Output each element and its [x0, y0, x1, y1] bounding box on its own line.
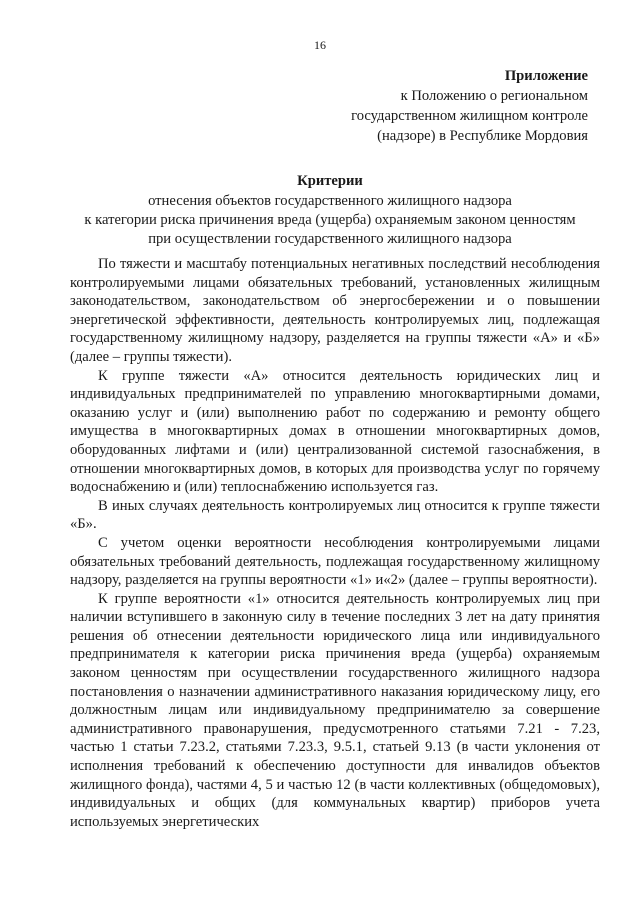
criteria-title: Критерии [297, 173, 363, 189]
paragraph-probability-group-1: К группе вероятности «1» относится деятельность контролируемых лиц при наличии вступившего в законную силу в течение последних 3 лет на дату принятия решения об отнесении деятельности юридического лица или индивидуального предпринимателя к категории риска причинения вреда (ущерба) охраняемым законом ценностям при осуществлении государственного жилищного надзора постановления о назначении административного наказания юридическому лицу, его должностным лицам или индивидуальному предпринимателю за совершение административного правонарушения, предусмотренного статьями 7.21 - 7.23, частью 1 статьи 7.23.2, статьями 7.23.3, 9.5.1, статьей 9.13 (в части уклонения от исполнения требований к обеспечению доступности для инвалидов объектов жилищного фонда), частями 4, 5 и частью 12 (в части коллективных (общедомовых), индивидуальных и общих (для коммунальных квартир) приборов учета используемых энергетических [70, 590, 600, 830]
page-number: 16 [314, 38, 326, 52]
paragraph-severity-groups: По тяжести и масштабу потенциальных негативных последствий несоблюдения контролируемыми лицами обязательных требований, установленных жилищным законодательством, законодательством об энергосбережении и о повышении энергетической эффективности, деятельность контролируемых лиц, подлежащая государственному жилищному надзору, разделяется на группы тяжести «А» и «Б» (далее – группы тяжести). [70, 256, 600, 365]
document-body [70, 255, 600, 831]
criteria-subtitle-line: отнесения объектов государственного жилищного надзора [148, 193, 512, 209]
appendix-header [351, 66, 588, 146]
criteria-subtitle-line: к категории риска причинения вреда (ущерба) охраняемым законом ценностям [84, 212, 576, 228]
criteria-subtitle-line: при осуществлении государственного жилищного надзора [148, 231, 512, 247]
paragraph-group-a: К группе тяжести «А» относится деятельность юридических лиц и индивидуальных предпринимателей по управлению многоквартирными домами, оказанию услуг и (или) выполнению работ по содержанию и ремонту общего имущества в многоквартирных домах в отношении многоквартирных домов, оборудованных лифтами и (или) централизованной системой газоснабжения, в отношении многоквартирных домов, в которых для производства услуг по горячему водоснабжению и (или) теплоснабжению используется газ. [70, 367, 600, 496]
paragraph-group-b: В иных случаях деятельность контролируемых лиц относится к группе тяжести «Б». [70, 497, 600, 533]
appendix-line: государственном жилищном контроле [351, 108, 588, 124]
paragraph-probability-groups: С учетом оценки вероятности несоблюдения контролируемыми лицами обязательных требований деятельность, подлежащая государственному жилищному надзору, разделяется на группы вероятности «1» и«2» (далее – группы вероятности). [70, 534, 600, 589]
criteria-heading [40, 172, 620, 249]
appendix-line: (надзоре) в Республике Мордовия [377, 128, 588, 144]
appendix-title: Приложение [504, 68, 588, 84]
appendix-line: к Положению о региональном [400, 88, 588, 104]
